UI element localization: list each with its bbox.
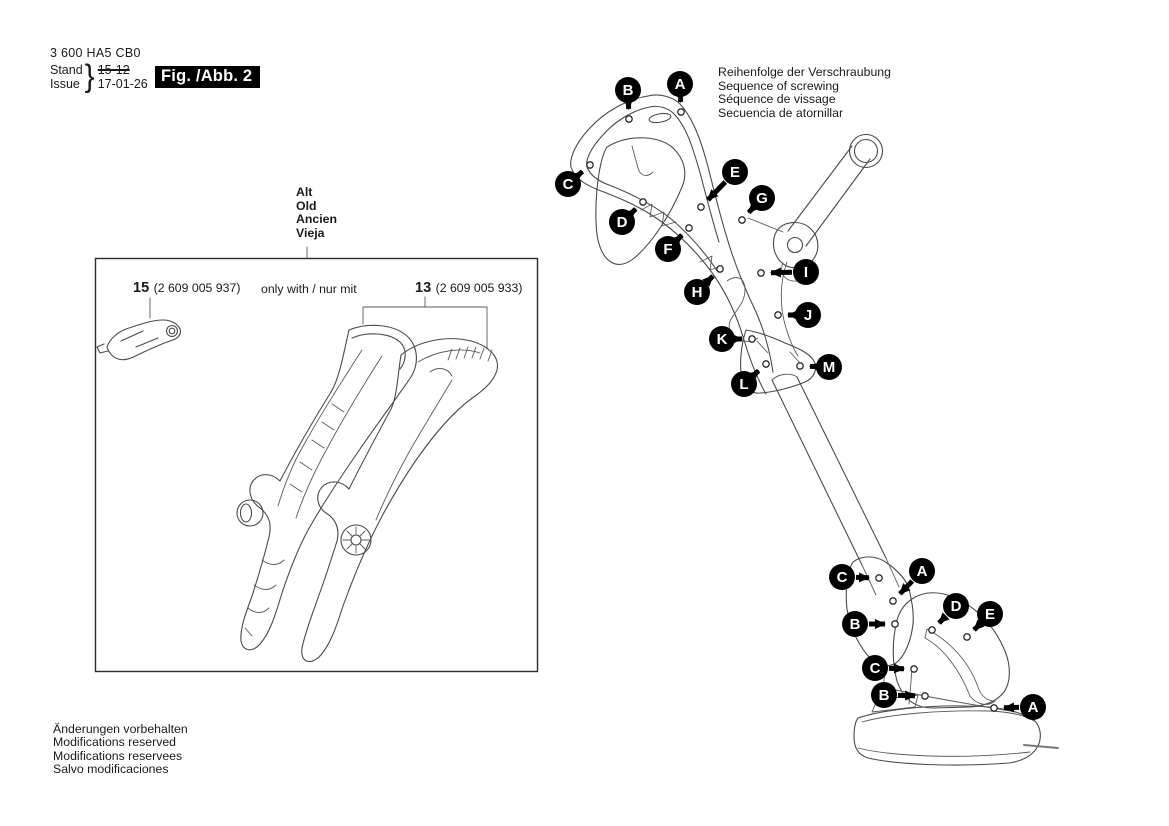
screw-hole-B [922,693,928,699]
screw-hole-M [797,363,803,369]
callout-D [929,593,969,633]
callout-C [555,162,593,197]
stand-label: Stand [50,63,83,77]
old-date: 15-12 [97,63,130,77]
note-line-fr: Séquence de vissage [718,92,836,107]
svg-text:I: I [803,264,809,282]
screw-hole-B [892,621,898,627]
svg-text:K: K [716,331,728,349]
svg-text:A: A [674,76,686,94]
svg-text:B: B [622,82,634,100]
old-line-fr: Ancien [296,212,337,227]
svg-text:C: C [869,660,881,678]
svg-text:A: A [1027,699,1039,717]
callout-E [964,601,1003,640]
part13-right-shell-drawing [302,339,498,662]
issue-label: Issue [50,77,80,91]
screw-hole-J [775,312,781,318]
part13-number: 13 [415,280,432,296]
type-number: 3 600 HA5 CB0 [50,46,141,60]
screw-hole-K [749,336,755,342]
callout-E [698,159,748,210]
new-date: 17-01-26 [97,77,148,91]
callout-A [667,71,693,115]
screw-hole-D [929,627,935,633]
screw-callouts [555,71,1046,720]
part15-code: (2 609 005 937) [153,281,241,295]
callout-A [991,694,1046,720]
callout-C [862,655,917,681]
screw-hole-C [876,575,882,581]
screw-hole-B [626,116,632,122]
old-line-en: Old [296,198,317,213]
callout-M [797,354,842,380]
screw-hole-A [890,598,896,604]
screw-hole-A [678,109,684,115]
svg-text:C: C [836,569,848,587]
part13-code: (2 609 005 933) [435,281,523,295]
svg-text:D: D [950,598,962,616]
svg-text:E: E [984,606,996,624]
svg-text:E: E [729,164,741,182]
only-with-label: only with / nur mit [261,282,357,296]
screw-hole-C [911,666,917,672]
brace-glyph: } [84,59,95,94]
callout-B [842,611,898,637]
svg-text:M: M [822,359,836,377]
note-line-en: Sequence of screwing [718,78,839,93]
callout-C [829,564,882,590]
screw-hole-A [991,705,997,711]
callout-I [758,259,819,285]
callout-H [684,266,723,305]
shaft-drawing [772,374,886,565]
part15-drawing [97,320,181,360]
svg-text:F: F [663,241,673,259]
svg-text:L: L [739,376,749,394]
screw-hole-E [964,634,970,640]
svg-text:C: C [562,176,574,194]
screw-hole-G [739,217,745,223]
screw-hole-L [763,361,769,367]
svg-text:G: G [756,190,768,208]
screw-hole-I [758,270,764,276]
note-line-de: Reihenfolge der Verschraubung [718,65,891,79]
old-line-es: Vieja [296,225,325,240]
svg-text:B: B [878,687,890,705]
callout-G [739,185,775,223]
leader-lines [150,247,487,349]
footer-line-de: Änderungen vorbehalten [53,722,188,736]
screw-hole-F [686,225,692,231]
note-line-es: Secuencia de atornillar [718,105,844,120]
callout-B [615,77,641,122]
part13-left-shell-drawing [237,325,416,649]
screw-hole-H [717,266,723,272]
old-line-de: Alt [296,185,313,199]
svg-text:A: A [916,563,928,581]
screw-hole-C [587,162,593,168]
svg-text:H: H [691,284,703,302]
figure-label: Fig. /Abb. 2 [155,66,260,88]
footer-line-en: Modifications reserved [53,735,177,750]
part15-number: 15 [133,280,150,296]
screw-hole-D [640,199,646,205]
svg-text:B: B [849,616,861,634]
svg-text:J: J [803,307,813,325]
footer-line-es: Salvo modificaciones [53,762,169,777]
callout-D [609,199,646,235]
footer-line-fr: Modifications reservees [53,748,183,763]
screw-hole-E [698,204,704,210]
svg-text:D: D [616,214,628,232]
callout-L [731,361,769,397]
trimmer-string-line [1024,745,1058,748]
